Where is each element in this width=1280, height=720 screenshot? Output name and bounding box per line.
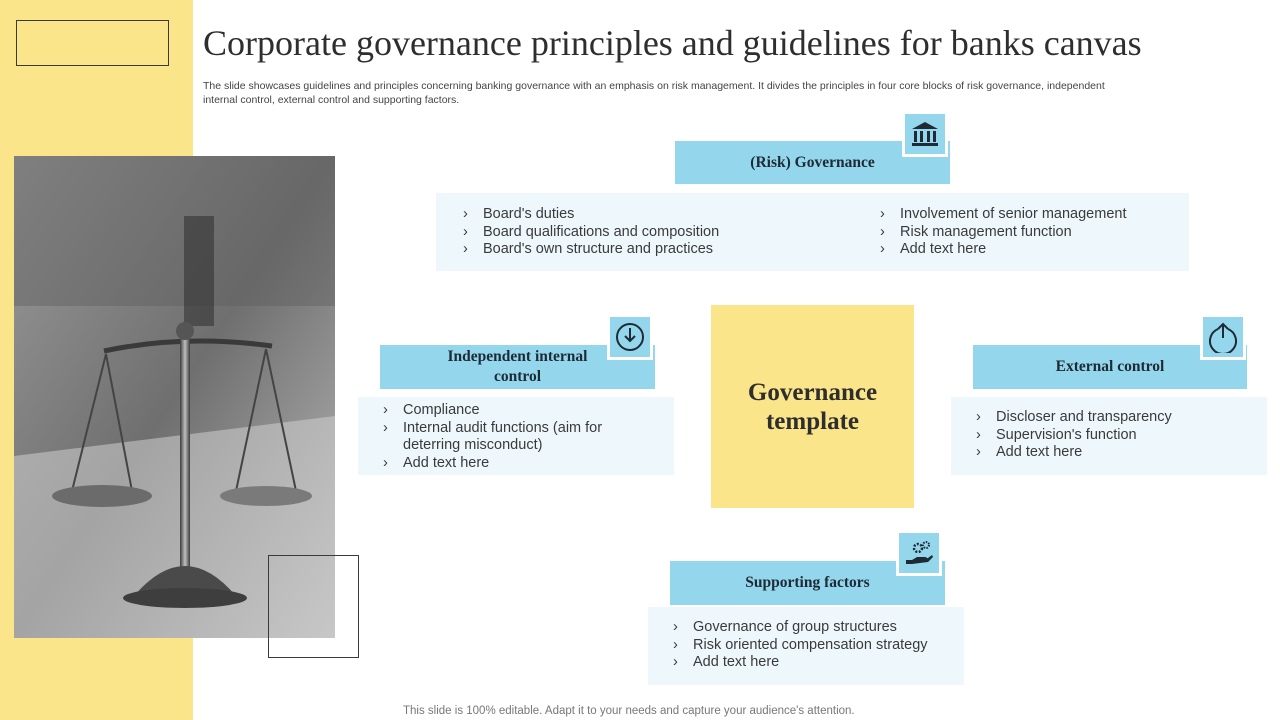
list-item: › Supervision's function [976,427,1256,445]
footer-note: This slide is 100% editable. Adapt it to your needs and capture your audience's attention. [403,705,855,717]
list-item: › Compliance [383,402,613,420]
external-control-title: External control [1055,358,1165,375]
internal-control-list [383,402,613,472]
hand-gears-icon [904,538,934,568]
list-item: › Discloser and transparency [976,409,1256,427]
internal-control-title: Independent internal control [447,348,588,385]
list-item: › Governance of group structures [673,619,953,637]
risk-governance-left-list [463,206,843,259]
risk-governance-title: (Risk) Governance [750,153,875,171]
governance-template-label: Governance template [747,378,878,435]
internal-control-icon-box [607,314,653,360]
upload-arrow-icon [1207,321,1239,353]
list-item: › Risk oriented compensation strategy [673,637,953,655]
list-item: › Risk management function [880,224,1180,242]
list-item: › Add text here [976,444,1256,462]
download-arrow-icon [614,321,646,353]
decorative-outline-bottom [268,555,359,658]
list-item: › Involvement of senior management [880,206,1180,224]
page-subtitle: The slide showcases guidelines and principles concerning banking governance with an emphasis on risk management. It divides the principles in four core blocks of risk governance, independent internal control, external control and supporting factors. [203,80,1105,106]
supporting-factors-title: Supporting factors [745,574,870,591]
internal-control-panel [358,397,674,475]
external-control-icon-box [1200,314,1246,360]
list-item: › Add text here [673,654,953,672]
list-item: › Board's own structure and practices [463,241,843,259]
external-control-list [976,409,1256,462]
decorative-outline-top [16,20,169,66]
risk-governance-panel [436,193,1189,271]
risk-governance-icon-box [902,111,948,157]
list-item: › Board qualifications and composition [463,224,843,242]
list-item: › Add text here [383,455,613,473]
bank-building-icon [910,119,940,149]
risk-governance-right-list [880,206,1180,259]
supporting-factors-panel [648,607,964,685]
list-item: › Internal audit functions (aim for deterring misconduct) [383,420,613,455]
list-item: › Board's duties [463,206,843,224]
page-title: Corporate governance principles and guidelines for banks canvas [203,23,1142,63]
supporting-factors-list [673,619,953,672]
supporting-factors-icon-box [896,530,942,576]
external-control-panel [951,397,1267,475]
governance-template-box [711,305,914,508]
list-item: › Add text here [880,241,1180,259]
